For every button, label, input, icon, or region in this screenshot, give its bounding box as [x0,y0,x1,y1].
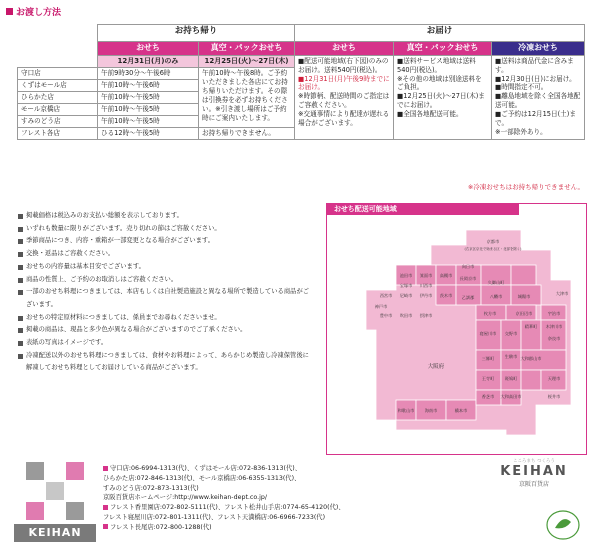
note-item: 商品の性質上、ご予約のお取消しはご容赦ください。 [17,274,312,287]
map-label-itami: 伊丹市 [419,293,433,298]
map-label-ikoma: 生駒市 [504,354,518,359]
store-hours: 午前9時30分〜午後6時 [98,68,199,80]
map-label-katano: 交野市 [504,331,518,336]
note-item: 掲載価格は税込みのお支払い総額を表示しております。 [17,210,312,223]
store-name: モール京橋店 [18,103,98,115]
store-name: 守口店 [18,68,98,80]
store-hours: ひる12時〜午後5時 [98,127,199,139]
map-label-neyagawa: 寝屋川市 [479,331,497,336]
vacuum-pickup-unavailable: お持ち帰りできません。 [199,127,295,139]
store-hours: 午前10時〜午後5時 [98,103,199,115]
map-label-otsu: 大津市 [555,291,569,296]
contact-line: フレスト香里園店:072-802-5111(代)、フレスト松井山手店:0774-65-4120(代)、 [103,503,473,513]
keihan-logo-text: KEIHAN [14,524,96,542]
brand-tagline: こころまち つくろう [513,459,555,464]
delivery-frozen-header: 冷凍おせち [492,42,585,56]
contact-info [103,464,473,533]
map-label-takatsuki: 高槻市 [439,273,453,278]
note-item: 冷凍配送以外のおせち料理につきましては、食材やお料理によって、あらかじめ製造し冷凍保管後に解凍しておせち料理としてお届けしている商品がございます。 [17,350,312,375]
map-label-settsu: 摂津市 [419,313,433,318]
note-item: おせちの特定原材料につきましては、係員までお尋ねくださいませ。 [17,312,312,325]
delivery-osechi-line: ※時節柄、配送時間のご指定はご容赦ください。 [298,92,390,110]
contact-line: 京阪百貨店ホームページ:http://www.keihan-dept.co.jp/ [103,494,267,502]
delivery-frozen-line: ■ご予約は12月15日(土)まで。 [495,110,576,128]
pickup-vacuum-date: 12月25日(火)〜27日(木) [199,55,295,67]
delivery-vacuum-line: ※その他の地域は別途送料をご負担。 [397,74,482,92]
map-label-kobe: 神戸市 [374,304,388,309]
map-label-kainan: 海南市 [424,408,438,413]
map-graphic [336,220,580,448]
vacuum-pickup-cell: 午前10時〜午後8時。ご予約いただきました各店にてお持ち帰りいただけます。その際は引換券を必ずお持ちください。※引き渡し場所はご予約時にご案内いたします。 [199,68,295,127]
frozen-footnote: ※冷凍おせちはお持ち帰りできません。 [467,183,584,191]
map-label-nara: 奈良市 [547,336,561,341]
title-marker-icon [6,8,13,15]
store-name: くずはモール店 [18,80,98,92]
pickup-group-header: お持ち帰り [98,25,295,42]
map-label-toyonaka: 豊中市 [379,313,393,318]
map-label-muko: 向日市 [461,264,475,269]
delivery-osechi-cell [295,55,394,139]
map-label-otokuni: 乙訓郡 [461,295,475,300]
map-label-yamatotakada: 大和高田市 [500,394,522,399]
store-hours: 午前10時〜午後6時 [98,80,199,92]
delivery-frozen-line: ※一部除外あり。 [495,127,547,136]
contact-marker-icon [103,466,108,471]
delivery-frozen-line: ■離島地域を除く全国各地配送可能。 [495,92,581,110]
map-label-ikeda: 池田市 [399,273,413,278]
delivery-frozen-line: ■送料は商品代金に含みます。 [495,56,574,74]
map-label-hashimoto: 橋本市 [454,408,468,413]
map-label-osaka: 大阪府 [427,364,445,370]
store-name: すみのどう店 [18,115,98,127]
map-label-oji: 王寺町 [481,376,495,381]
contact-marker-icon [103,524,108,529]
brand-block [488,458,580,488]
map-label-nishinomiya: 西宮市 [379,293,393,298]
pickup-osechi-header: おせち [98,42,199,56]
delivery-vacuum-line: ■全国各地配送可能。 [397,110,463,119]
map-label-yamatokoriyama: 大和郡山市 [520,356,542,361]
contact-line: フレスト寝屋川店:072-801-1311(代)、フレスト天満橋店:06-6966-7233(代) [103,513,326,521]
map-label-hirakata: 枚方市 [483,311,497,316]
delivery-vacuum-cell [394,55,492,139]
map-label-tenri: 天理市 [547,376,561,381]
map-label-seika: 精華町 [524,324,538,329]
map-label-suita: 吹田市 [399,313,413,318]
map-label-kawanishi: 川西市 [419,283,433,288]
delivery-frozen-line: ■時間指定不可。 [495,83,548,92]
map-label-kyotanabe: 京田辺市 [515,311,533,316]
map-label-kizugawa: 木津川市 [545,324,563,329]
delivery-vacuum-line: ■12月25日(火)〜27日(木)までにお届け。 [397,92,485,110]
vegetable-oil-ink-icon [545,508,581,542]
map-label-minoh: 箕面市 [419,273,433,278]
delivery-method-table [17,24,585,140]
map-label-uji: 宇治市 [547,311,561,316]
note-item: 交換・返品はご容赦ください。 [17,248,312,261]
contact-marker-icon [103,505,108,510]
note-item: 一部のおせち料理につきましては、本店もしくは自社製造施設と異なる場所で製造している商品がございます。 [17,286,312,311]
note-item: 季節商品につき、内容・重箱が一部変更となる場合がございます。 [17,235,312,248]
notes-list [17,210,312,375]
map-label-joyo: 城陽市 [517,294,531,299]
store-name: ひらかた店 [18,92,98,104]
delivery-frozen-line: ■12月30日(日)にお届け。 [495,74,576,83]
brand-name: KEIHAN [500,464,568,479]
contact-line: 守口店:06-6994-1313(代)、くずはモール店:072-836-1313(代)、 [103,464,473,474]
pickup-vacuum-header: 真空・パックおせち [199,42,295,56]
note-item: 掲載の商品は、現品と多少色が異なる場合がございますのでご了承ください。 [17,324,312,337]
map-label-yawata: 八幡市 [489,294,503,299]
contact-line: すみのどう店:072-873-1313(代) [103,484,199,492]
map-title: おせち配送可能地域 [326,203,519,215]
store-hours: 午前10時〜午後5時 [98,92,199,104]
note-item: おせちの内容量は基本目安でございます。 [17,261,312,274]
store-hours: 午前10時〜午後5時 [98,115,199,127]
map-label-ibaraki: 茨木市 [439,293,453,298]
map-label-sango: 三郷町 [481,356,495,361]
map-label-wakayama: 和歌山市 [397,408,415,413]
pickup-osechi-date: 12月31日(月)のみ [98,55,199,67]
delivery-vacuum-line: ■送料サービス地域は送料540円(税込)。 [397,56,476,74]
map-label-takarazuka: 宝塚市 [399,283,413,288]
delivery-osechi-line: ■配送可能地域(右下図)のみのお届け。送料540円(税込)。 [298,56,389,74]
delivery-frozen-cell [492,55,585,139]
map-label-sakurai: 桜井市 [547,394,561,399]
note-item: いずれも数量に限りがございます。売り切れの節はご容赦ください。 [17,223,312,236]
brand-sub: 京阪百貨店 [518,481,549,488]
map-label-kyoto: 京都市 [486,239,500,244]
contact-line: フレスト長尾店:072-800-1288(代) [103,523,473,533]
delivery-osechi-header: おせち [295,42,394,56]
note-item: 表紙の写真はイメージです。 [17,337,312,350]
delivery-vacuum-header: 真空・パックおせち [394,42,492,56]
section-title: お渡し方法 [6,5,61,18]
map-label-kyoto-note: (右京区京北で始まる区・北部を除く) [464,247,522,251]
store-name: フレスト各店 [18,127,98,139]
map-label-kashiba: 香芝市 [481,394,495,399]
delivery-osechi-line: ■12月31日(月)午後9時までにお届け。 [298,74,390,92]
contact-line: ひらかた店:072-846-1313(代)、モール京橋店:06-6355-1313(代)、 [103,474,301,482]
map-label-ikaruga: 斑鳩町 [504,376,518,381]
map-label-amagasaki: 尼崎市 [399,293,413,298]
map-label-kumiyama: 久御山町 [487,280,505,285]
delivery-group-header: お届け [295,25,585,42]
keihan-logo-icon [26,462,84,520]
delivery-osechi-line: ※交通事情により配達が遅れる場合がございます。 [298,110,390,128]
map-label-nagaokakyo: 長岡京市 [459,276,477,281]
